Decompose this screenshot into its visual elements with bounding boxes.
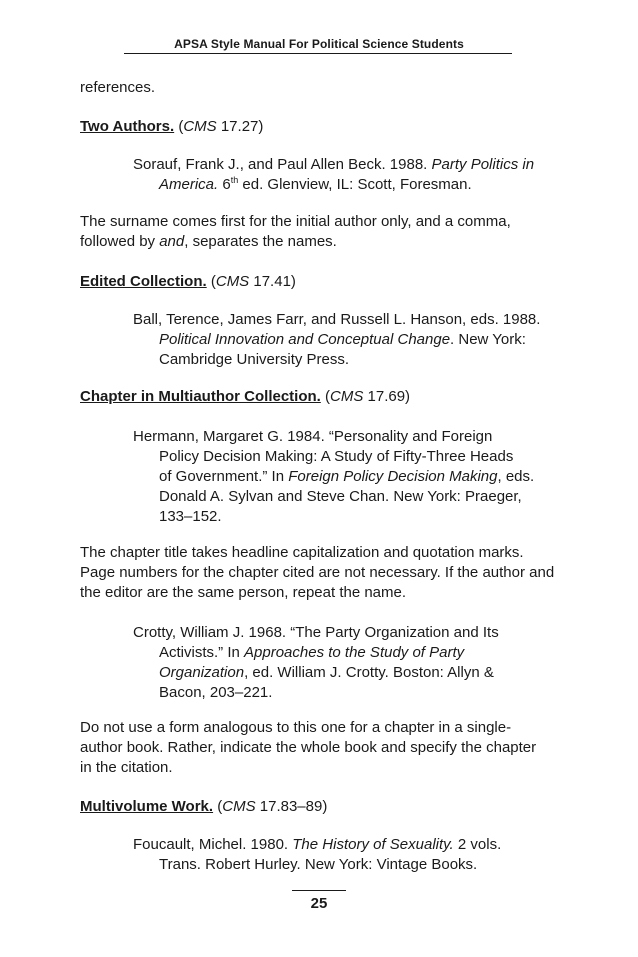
ref-line: Policy Decision Making: A Study of Fifty-Three Heads — [159, 448, 514, 465]
ref-line — [133, 330, 573, 350]
ref-line: Trans. Robert Hurley. New York: Vintage Books. — [159, 856, 478, 873]
ref-line: Donald A. Sylvan and Steve Chan. New York: Praeger, — [159, 488, 522, 505]
ref-text: Sorauf, Frank J., and Paul Allen Beck. 1988. — [133, 156, 432, 173]
note-line: The chapter title takes headline capitalization and quotation marks. — [80, 544, 524, 561]
note-line: in the citation. — [80, 759, 173, 776]
ref-line: Ball, Terence, James Farr, and Russell L. Hanson, eds. 1988. — [133, 311, 541, 328]
ref-text: , eds. — [497, 468, 535, 485]
ref-line: Crotty, William J. 1968. “The Party Organization and Its — [133, 624, 499, 641]
cite-close: 17.41) — [249, 273, 296, 290]
heading-text: Edited Collection. — [80, 273, 207, 290]
paragraph-references: references. — [80, 79, 156, 96]
reference-sorauf — [133, 155, 573, 195]
ref-text: . New York: — [450, 331, 526, 348]
ref-title: Party Politics in — [431, 156, 535, 173]
ref-text: of Government.” In — [159, 468, 289, 485]
cite-open: ( — [178, 118, 184, 135]
ref-text: Foucault, Michel. 1980. — [133, 836, 293, 853]
note-line: Do not use a form analogous to this one for a chapter in a single- — [80, 719, 512, 736]
heading-text: Chapter in Multiauthor Collection. — [80, 388, 321, 405]
cite-open: ( — [210, 273, 216, 290]
reference-foucault — [133, 835, 573, 875]
ref-text: Activists.” In — [159, 644, 245, 661]
ref-line: Cambridge University Press. — [159, 351, 350, 368]
note-line: Page numbers for the chapter cited are not necessary. If the author and — [80, 564, 555, 581]
heading-text: Two Authors. — [80, 118, 175, 135]
cms-abbrev: CMS — [183, 118, 217, 135]
cite-close: 17.69) — [363, 388, 411, 405]
section-heading-two-authors — [80, 117, 570, 137]
section-heading-edited-collection — [80, 272, 570, 292]
note-text: followed by — [80, 233, 160, 250]
cms-abbrev: CMS — [215, 273, 250, 290]
ref-line — [133, 467, 573, 487]
ref-line: Bacon, 203–221. — [159, 684, 273, 701]
page-number: 25 — [310, 895, 328, 912]
ref-title: Approaches to the Study of Party — [244, 644, 465, 661]
note-line — [80, 232, 570, 252]
note-italic: and — [159, 233, 185, 250]
ref-text: , ed. William J. Crotty. Boston: Allyn & — [244, 664, 494, 681]
footer-rule — [292, 890, 346, 891]
ref-line — [133, 663, 573, 683]
cite-open: ( — [217, 798, 223, 815]
ref-line — [133, 643, 573, 663]
ref-line — [133, 175, 573, 195]
note-line: the editor are the same person, repeat the name. — [80, 584, 407, 601]
note-surname — [80, 212, 570, 252]
section-heading-chapter — [80, 387, 570, 407]
cite-open: ( — [325, 388, 330, 405]
ref-line — [133, 155, 573, 175]
ref-title: Foreign Policy Decision Making — [288, 468, 498, 485]
ref-title: Political Innovation and Conceptual Change — [159, 331, 451, 348]
note-single-author — [80, 718, 570, 778]
ref-line — [133, 835, 573, 855]
ref-line: Hermann, Margaret G. 1984. “Personality and Foreign — [133, 428, 493, 445]
ordinal-suffix: th — [230, 175, 239, 185]
cms-abbrev: CMS — [222, 798, 256, 815]
heading-text: Multivolume Work. — [80, 798, 214, 815]
note-text: , separates the names. — [184, 233, 337, 250]
ref-text: 6 — [218, 176, 231, 193]
note-line: author book. Rather, indicate the whole book and specify the chapter — [80, 739, 537, 756]
ref-text: 2 vols. — [453, 836, 502, 853]
running-header: APSA Style Manual For Political Science Students — [174, 37, 464, 51]
reference-ball — [133, 310, 573, 370]
ref-title: The History of Sexuality. — [292, 836, 454, 853]
note-chapter-title — [80, 543, 570, 603]
cite-close: 17.83–89) — [255, 798, 328, 815]
reference-hermann — [133, 427, 573, 527]
reference-crotty — [133, 623, 573, 703]
header-rule — [124, 53, 512, 54]
ref-line: 133–152. — [159, 508, 222, 525]
section-heading-multivolume — [80, 797, 570, 817]
ref-text: ed. Glenview, IL: Scott, Foresman. — [238, 176, 472, 193]
ref-title: Organization — [159, 664, 245, 681]
note-line: The surname comes first for the initial author only, and a comma, — [80, 213, 511, 230]
cite-close: 17.27) — [216, 118, 264, 135]
ref-title: America. — [159, 176, 219, 193]
cms-abbrev: CMS — [330, 388, 364, 405]
